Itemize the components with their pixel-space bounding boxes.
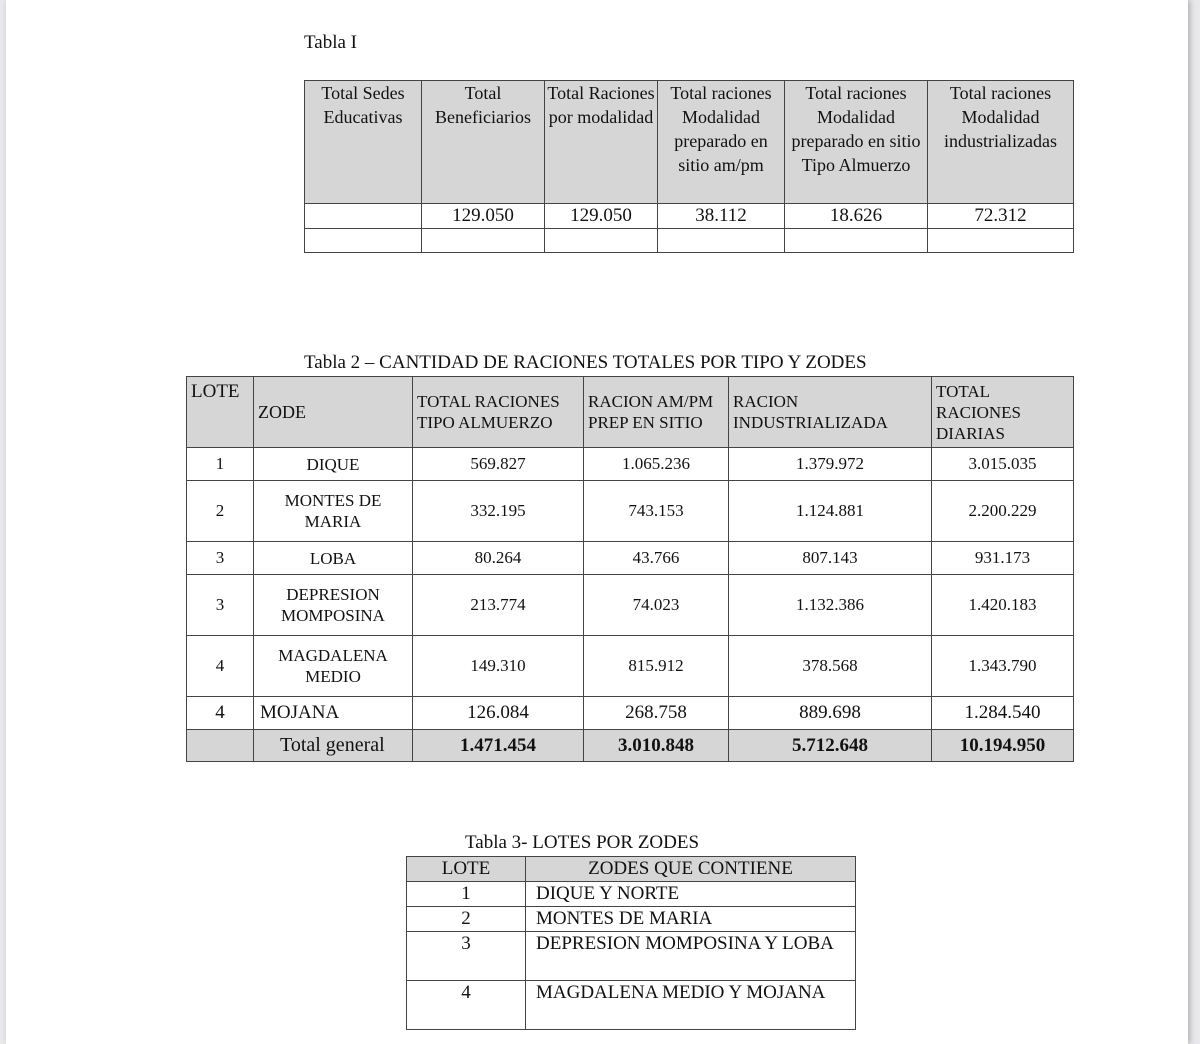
diarias-cell: 1.284.540 xyxy=(932,697,1074,730)
ampm-cell: 743.153 xyxy=(584,481,729,542)
table-row xyxy=(187,542,1074,575)
zodes-cell: DIQUE Y NORTE xyxy=(526,882,856,907)
tabla2-header-row xyxy=(187,377,1074,448)
diarias-cell: 1.420.183 xyxy=(932,575,1074,636)
tabla1-cell-raciones-modalidad: 129.050 xyxy=(545,204,658,229)
tabla3-header-lote: LOTE xyxy=(407,857,526,882)
table-row xyxy=(407,981,856,1030)
ampm-cell: 1.065.236 xyxy=(584,448,729,481)
tabla1-header-raciones-modalidad: Total Raciones por modalidad xyxy=(545,81,658,204)
zode-cell: MAGDALENA MEDIO xyxy=(254,636,413,697)
total-ampm: 3.010.848 xyxy=(584,730,729,762)
almuerzo-cell: 332.195 xyxy=(413,481,584,542)
diarias-cell: 1.343.790 xyxy=(932,636,1074,697)
tabla3-header-row xyxy=(407,857,856,882)
lote-cell: 2 xyxy=(407,907,526,932)
almuerzo-cell: 149.310 xyxy=(413,636,584,697)
tabla2-caption: Tabla 2 – CANTIDAD DE RACIONES TOTALES POR TIPO Y ZODES xyxy=(304,352,867,373)
tabla1-values-row xyxy=(305,204,1074,229)
lote-cell: 3 xyxy=(187,575,254,636)
diarias-cell: 3.015.035 xyxy=(932,448,1074,481)
table-row xyxy=(187,636,1074,697)
total-industrializada: 5.712.648 xyxy=(729,730,932,762)
tabla2-header-zode: ZODE xyxy=(254,377,413,448)
tabla2 xyxy=(186,376,1074,762)
document-page xyxy=(6,0,1188,1044)
tabla1-caption: Tabla I xyxy=(304,32,358,53)
zode-cell: MONTES DE MARIA xyxy=(254,481,413,542)
tabla2-header-diarias: TOTAL RACIONES DIARIAS xyxy=(932,377,1074,448)
tabla1-cell-ampm: 38.112 xyxy=(658,204,785,229)
lote-cell: 4 xyxy=(187,697,254,730)
table-row xyxy=(187,481,1074,542)
tabla3-caption: Tabla 3- LOTES POR ZODES xyxy=(465,832,700,853)
tabla1-empty-row xyxy=(305,229,1074,253)
tabla2-header-almuerzo: TOTAL RACIONES TIPO ALMUERZO xyxy=(413,377,584,448)
table-row xyxy=(407,932,856,981)
lote-cell: 3 xyxy=(187,542,254,575)
almuerzo-cell: 569.827 xyxy=(413,448,584,481)
tabla1 xyxy=(304,80,1074,253)
industrializada-cell: 1.124.881 xyxy=(729,481,932,542)
lote-cell: 3 xyxy=(407,932,526,981)
tabla1-header-beneficiarios: Total Beneficiarios xyxy=(422,81,545,204)
table-row xyxy=(187,448,1074,481)
table-row xyxy=(407,882,856,907)
tabla2-header-ampm: RACION AM/PM PREP EN SITIO xyxy=(584,377,729,448)
tabla3-header-zodes: ZODES QUE CONTIENE xyxy=(526,857,856,882)
zodes-cell: MONTES DE MARIA xyxy=(526,907,856,932)
table-row xyxy=(407,907,856,932)
tabla1-cell-almuerzo: 18.626 xyxy=(785,204,928,229)
lote-cell: 1 xyxy=(187,448,254,481)
almuerzo-cell: 213.774 xyxy=(413,575,584,636)
zode-cell: DEPRESION MOMPOSINA xyxy=(254,575,413,636)
tabla1-header-row xyxy=(305,81,1074,204)
tabla1-header-almuerzo: Total raciones Modalidad preparado en sitio Tipo Almuerzo xyxy=(785,81,928,204)
ampm-cell: 268.758 xyxy=(584,697,729,730)
zodes-cell: DEPRESION MOMPOSINA Y LOBA xyxy=(526,932,856,981)
industrializada-cell: 1.379.972 xyxy=(729,448,932,481)
industrializada-cell: 378.568 xyxy=(729,636,932,697)
tabla1-cell-sedes xyxy=(305,204,422,229)
zode-cell: LOBA xyxy=(254,542,413,575)
zode-cell: DIQUE xyxy=(254,448,413,481)
ampm-cell: 43.766 xyxy=(584,542,729,575)
lote-cell: 4 xyxy=(187,636,254,697)
ampm-cell: 74.023 xyxy=(584,575,729,636)
diarias-cell: 2.200.229 xyxy=(932,481,1074,542)
lote-cell: 2 xyxy=(187,481,254,542)
diarias-cell: 931.173 xyxy=(932,542,1074,575)
lote-cell: 4 xyxy=(407,981,526,1030)
total-almuerzo: 1.471.454 xyxy=(413,730,584,762)
industrializada-cell: 807.143 xyxy=(729,542,932,575)
tabla2-header-lote: LOTE xyxy=(187,377,254,448)
ampm-cell: 815.912 xyxy=(584,636,729,697)
tabla2-header-industrializada: RACION INDUSTRIALIZADA xyxy=(729,377,932,448)
industrializada-cell: 889.698 xyxy=(729,697,932,730)
tabla3 xyxy=(406,856,856,1030)
table-row xyxy=(187,575,1074,636)
industrializada-cell: 1.132.386 xyxy=(729,575,932,636)
almuerzo-cell: 126.084 xyxy=(413,697,584,730)
almuerzo-cell: 80.264 xyxy=(413,542,584,575)
total-label: Total general xyxy=(254,730,413,762)
lote-cell: 1 xyxy=(407,882,526,907)
tabla1-header-ampm: Total raciones Modalidad preparado en sitio am/pm xyxy=(658,81,785,204)
zode-cell: MOJANA xyxy=(254,697,413,730)
zodes-cell: MAGDALENA MEDIO Y MOJANA xyxy=(526,981,856,1030)
table-row xyxy=(187,697,1074,730)
tabla1-header-sedes: Total Sedes Educativas xyxy=(305,81,422,204)
total-diarias: 10.194.950 xyxy=(932,730,1074,762)
tabla2-total-row xyxy=(187,730,1074,762)
tabla1-cell-beneficiarios: 129.050 xyxy=(422,204,545,229)
tabla1-header-industrializadas: Total raciones Modalidad industrializadas xyxy=(928,81,1074,204)
tabla1-cell-industrializadas: 72.312 xyxy=(928,204,1074,229)
